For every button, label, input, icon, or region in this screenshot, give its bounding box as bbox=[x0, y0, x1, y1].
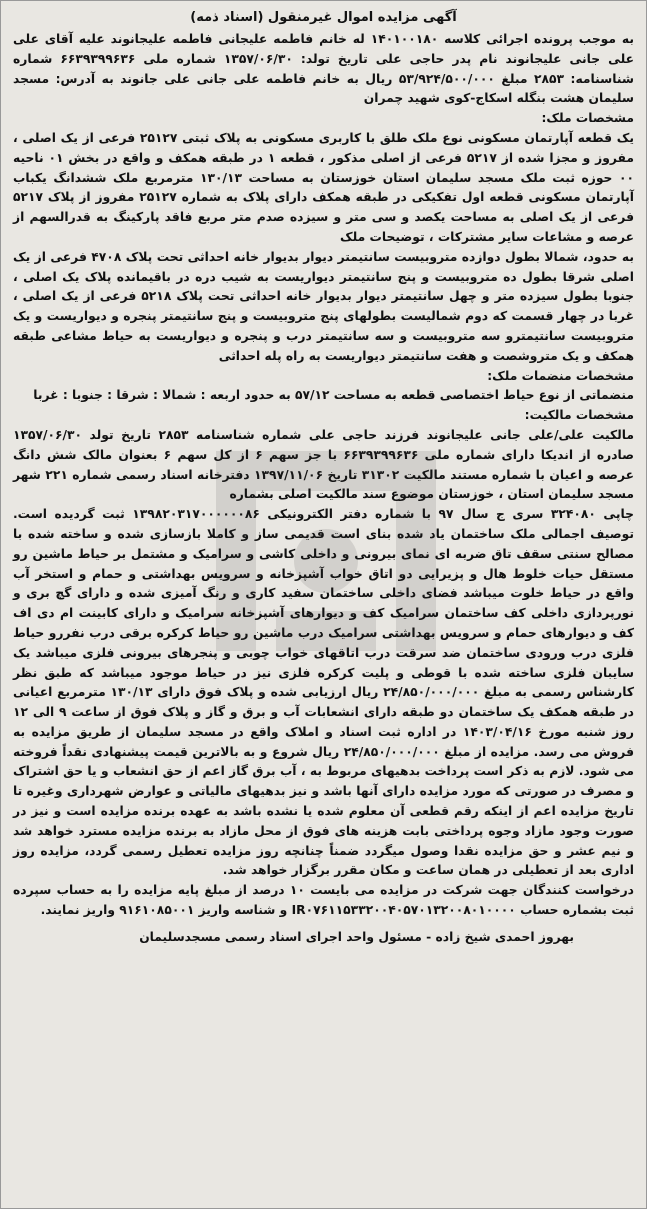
appurtenances-heading: مشخصات منضمات ملک: bbox=[487, 368, 634, 383]
ownership-heading: مشخصات مالکیت: bbox=[524, 408, 634, 423]
notice-title: آگهی مزایده اموال غیرمنقول (اسناد ذمه) bbox=[190, 10, 457, 25]
intro-paragraph: به موجب پرونده اجرائی کلاسه ۱۴۰۱۰۰۱۸۰ له خانم فاطمه علیجانی فاطمه علیجانوند علیه آقای علی علی جانی علیجانوند نام پدر حاجی علی تاریخ تولد: ۱۳۵۷/۰۶/۳۰ شماره ملی ۶۶۳۹۳۹۹۶۳۶ شماره شناسنامه: ۲۸۵۳ مبلغ ۵۳/۹۲۴/۵۰۰/۰۰۰ ریال به خانم فاطمه علی جانی علی جانوند به آدرس: مسجد سلیمان هشت بنگله اسکاج-کوی شهید چمران bbox=[13, 32, 634, 106]
property-paragraph: یک قطعه آپارتمان مسکونی نوع ملک طلق با کاربری مسکونی به پلاک ثبتی ۲۵۱۲۷ فرعی از یک اصلی ، مفروز و مجزا شده از ۵۲۱۷ فرعی از اصلی مذکور ، قطعه ۱ در طبقه همکف و واقع در بخش ۰۱ ناحیه ۰۰ حوزه ثبت ملک مسجد سلیمان استان خوزستان به مساحت ۱۳۰/۱۳ مترمربع ملک ششدانگ یکباب آپارتمان مسکونی قطعه اول تفکیکی در طبقه همکف دارای پلاک به شماره ۲۵۱۲۷ مفروز از پلاک ۵۲۱۷ فرعی از یک اصلی به مساحت یکصد و سی متر و سیزده صدم متر مربع فاقد پارکینگ به قدرالسهم از عرصه و مشاعات سایر مشترکات ، توضیحات ملک bbox=[13, 130, 634, 244]
description-paragraph: چاپی ۳۲۴۰۸۰ سری ج سال ۹۷ با شماره دفتر الکترونیکی ۱۳۹۸۲۰۳۱۷۰۰۰۰۰۰۸۶ ثبت گردیده است. توصیف اجمالی ملک ساختمان یاد شده بنای است قدیمی ساز و کاملا بازسازی شده و ساخته شده با مصالح سنتی سقف تاق ضربه ای نمای بیرونی و داخلی کاشی و سرامیک و مشتمل بر حیاط ماشین رو مستقل حیات خلوط هال و پزیرایی دو اتاق خواب آشپزخانه و سرویس بهداشتی و حمام و استخر آب واقع در حیاط خلوت میباشد فضای داخلی ساختمان سفید کاری و رنگ آمیزی شده و دارای گچ بری و نورپردازی داخلی کف ساختمان سرامیک کف و دیوارهای آشپزخانه سرامیک و دارای کابینت ام دی اف کف و دیوارهای حمام و سرویس بهداشتی سرامیک درب ماشین رو حیاط کرکره برقی درب نفررو حیاط فلزی درب ورودی ساختمان ضد سرقت درب اتاقهای خواب چوبی و پنجرهای بیرونی فلزی میباشد یک سایبان فلزی ساخته شده با قوطی و پلیت کرکره فلزی نیز در حیاط موجود میباشد که طبق نظر کارشناس رسمی به مبلغ ۲۴/۸۵۰/۰۰۰/۰۰۰ ریال ارزیابی شده و پلاک فوق دارای ۱۳۰/۱۳ مترمربع اعیانی در طبقه همکف یک ساختمان دو طبقه دارای انشعابات آب و برق و گاز و پلاک فوق از ساعت ۹ الی ۱۲ روز شنبه مورخ ۱۴۰۳/۰۴/۱۶ در اداره ثبت اسناد و املاک واقع در مسجد سلیمان از طریق مزایده به فروش می رسد. مزایده از مبلغ ۲۴/۸۵۰/۰۰۰/۰۰۰ ریال شروع و به بالاترین قیمت پیشنهادی نقداً فروخته می شود. لازم به ذکر است پرداخت بدهیهای مربوط به ، آب برق گاز اعم از حق انشعاب و یا حق اشتراک و مصرف در صورتی که مورد مزایده دارای آنها باشد و نیز بدهیهای مالیاتی و عوارض شهرداری وغیره تا تاریخ مزایده اعم از اینکه رقم قطعی آن معلوم شده یا نشده باشد به عهده برنده مزایده است و نیز در صورت وجود مازاد وجوه پرداختی بابت هزینه های فوق از محل مازاد به برنده مزایده مسترد خواهد شد و نیم عشر و حق مزایده نقدا وصول میگردد ضمناً چنانچه روز مزایده تعطیل رسمی گردد، مزایده روز اداری بعد از تعطیلی در همان ساعت و مکان مقرر برگزار خواهد شد. bbox=[13, 507, 634, 878]
signature-line: بهروز احمدی شیخ زاده - مسئول واحد اجرای اسناد رسمی مسجدسلیمان bbox=[139, 929, 574, 944]
boundaries-paragraph: به حدود، شمالا بطول دوازده متروبیست سانتیمتر دیوار بدیوار خانه احداثی تحت پلاک ۴۷۰۸ فرعی از یک اصلی شرقا بطول ده متروبیست و پنج سانتیمتر دیواریست به شیب دره در باقیمانده پلاک یک اصلی ، جنوبا بطول سیزده متر و چهل سانتیمتر دیوار بدیوار خانه احداثی تحت پلاک ۵۲۱۸ فرعی از یک اصلی ، غربا در چهار قسمت که دوم شمالیست بطولهای پنج متروبیست و پنج سانتیمتر پنجره و دیواریست و یک متروبیست سانتیمترو سه متروبیست و سه سانتیمتر درب و پنجره و دیواریست به حیاط مشاعی طبقه همکف و یک متروشصت و هفت سانتیمتر دیواریست به راه پله احداثی bbox=[13, 249, 635, 363]
notice-body bbox=[13, 30, 634, 921]
payment-paragraph: درخواست کنندگان جهت شرکت در مزایده می بایست ۱۰ درصد از مبلغ پایه مزایده را به حساب سپرده ثبت بشماره حساب IR۰۷۶۱۱۵۳۳۲۰۰۴۰۵۷۰۱۳۲۰۰۸۰۱۰۰۰۰ و شناسه واریز ۹۱۶۱۰۸۵۰۰۱ واریز نمایند. bbox=[13, 883, 634, 918]
appurtenances-paragraph: منضماتی از نوع حیاط اختصاصی قطعه به مساحت ۵۷/۱۲ به حدود اربعه : شمالا : شرقا : جنوبا : غربا bbox=[33, 388, 634, 403]
ownership-paragraph: مالکیت علی/علی جانی علیجانوند فرزند حاجی علی شماره شناسنامه ۲۸۵۳ تاریخ تولد ۱۳۵۷/۰۶/۳۰ صادره از اندیکا دارای شماره ملی ۶۶۳۹۳۹۹۶۳۶ با جز سهم ۶ از کل سهم ۶ بعنوان مالک شش دانگ عرصه و اعیان با شماره مستند مالکیت ۳۱۳۰۲ تاریخ ۱۳۹۷/۱۱/۰۶ دفترخانه اسناد رسمی شماره ۲۲۱ شهر مسجد سلیمان استان ، خوزستان موضوع سند مالکیت اصلی بشماره bbox=[13, 427, 635, 502]
property-heading: مشخصات ملک: bbox=[541, 111, 634, 126]
